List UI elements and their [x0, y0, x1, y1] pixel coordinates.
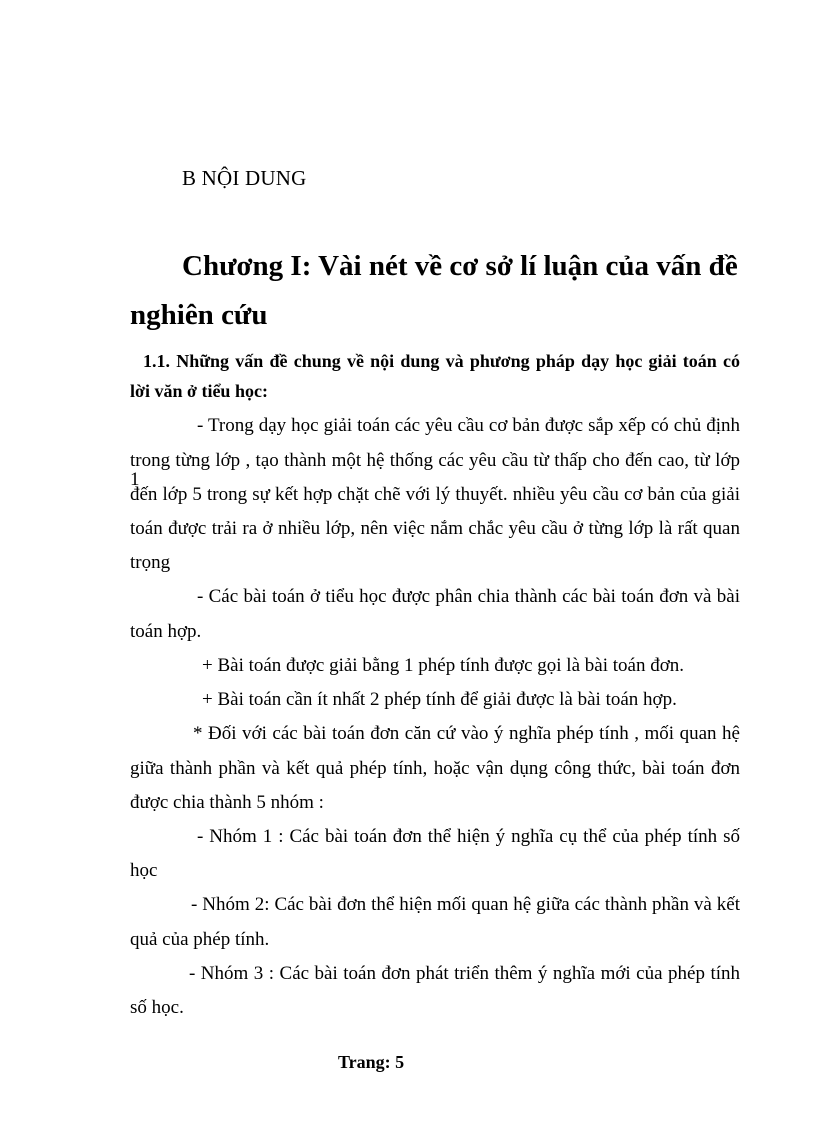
paragraph-7-line-2: quả của phép tính. — [130, 929, 270, 950]
paragraph-1-line-2: trong từng lớp , tạo thành một hệ thống các yêu cầu từ thấp cho đến cao, từ lớp 1 — [130, 450, 740, 490]
paragraph-5-line-3: được chia thành 5 nhóm : — [130, 792, 324, 813]
paragraph-1-line-4: toán được trải ra ở nhiều lớp, nên việc nắm chắc yêu cầu ở từng lớp là rất quan — [130, 518, 740, 539]
paragraph-5-line-1: * Đối với các bài toán đơn căn cứ vào ý nghĩa phép tính , mối quan hệ — [193, 723, 740, 744]
subsection-heading-line-2: lời văn ở tiểu học: — [130, 381, 268, 401]
paragraph-1-line-1: - Trong dạy học giải toán các yêu cầu cơ bản được sắp xếp có chủ định — [197, 415, 740, 436]
paragraph-7-line-1: - Nhóm 2: Các bài đơn thể hiện mối quan hệ giữa các thành phần và kết — [191, 894, 740, 915]
chapter-title-line-1: Chương I: Vài nét về cơ sở lí luận của vấn đề — [182, 250, 738, 282]
paragraph-5-line-2: giữa thành phần và kết quả phép tính, hoặc vận dụng công thức, bài toán đơn — [130, 758, 740, 779]
paragraph-2-line-2: toán hợp. — [130, 621, 202, 642]
subsection-heading-line-1: 1.1. Những vấn đề chung về nội dung và phương pháp dạy học giải toán có — [143, 351, 740, 371]
paragraph-3: + Bài toán được giải bằng 1 phép tính được gọi là bài toán đơn. — [202, 655, 684, 676]
page-number-footer: Trang: 5 — [338, 1052, 405, 1072]
paragraph-2-line-1: - Các bài toán ở tiểu học được phân chia thành các bài toán đơn và bài — [197, 586, 740, 607]
chapter-title-line-2: nghiên cứu — [130, 299, 268, 331]
paragraph-8-line-1: - Nhóm 3 : Các bài toán đơn phát triển thêm ý nghĩa mới của phép tính — [189, 963, 740, 984]
paragraph-1-line-3: đến lớp 5 trong sự kết hợp chặt chẽ với lý thuyết. nhiều yêu cầu cơ bản của giải — [130, 484, 740, 505]
paragraph-6-line-1: - Nhóm 1 : Các bài toán đơn thể hiện ý nghĩa cụ thể của phép tính số — [197, 826, 740, 847]
paragraph-8-line-2: số học. — [130, 997, 184, 1018]
paragraph-1-line-5: trọng — [130, 552, 171, 573]
paragraph-4: + Bài toán cần ít nhất 2 phép tính để giải được là bài toán hợp. — [202, 689, 677, 710]
paragraph-6-line-2: học — [130, 860, 158, 881]
section-label: B NỘI DUNG — [182, 166, 307, 190]
